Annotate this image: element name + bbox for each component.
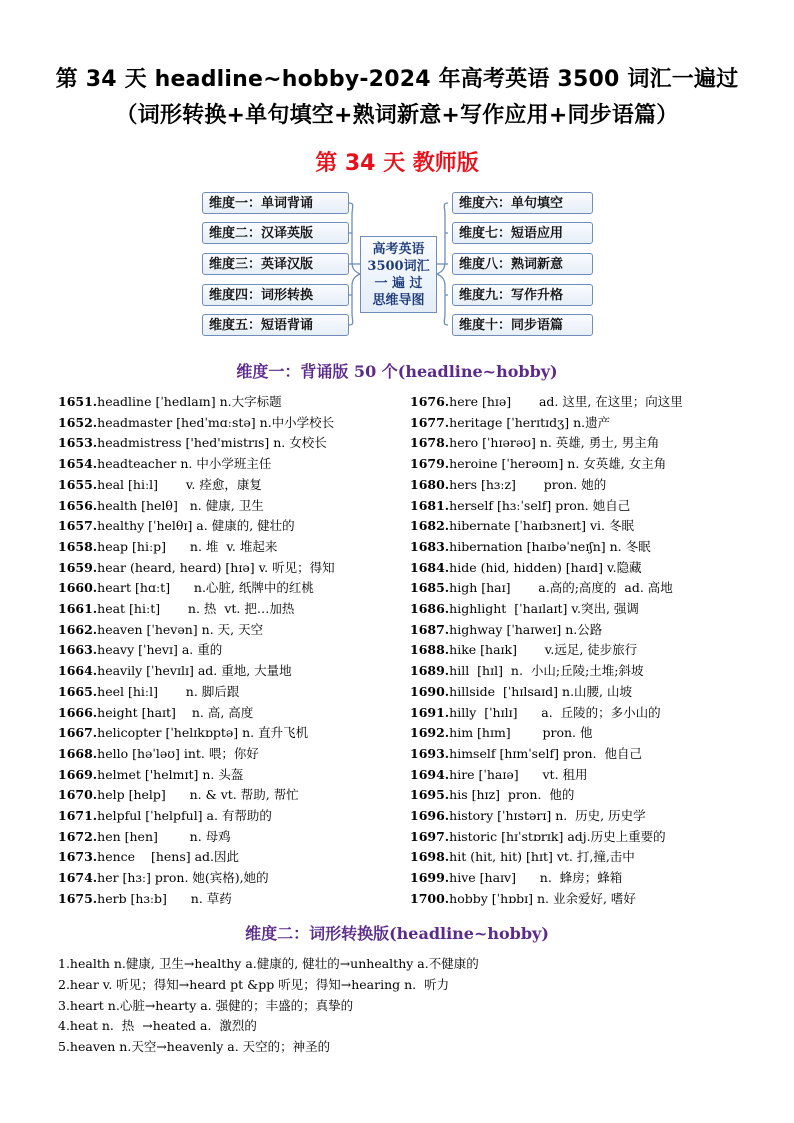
mindmap-left-node: 维度三：英译汉版 (202, 253, 349, 275)
entry-number: 1699. (410, 870, 450, 886)
vocab-entry (58, 516, 335, 537)
entry-number: 1658. (58, 538, 98, 554)
vocab-entry (58, 433, 335, 454)
document-title: 第 34 天 headline~hobby-2024 年高考英语 3500 词汇一遍过（词形转换+单句填空+熟词新意+写作应用+同步语篇） (55, 67, 739, 128)
vocab-entry (58, 806, 335, 827)
entry-text: high [haɪ] a.高的;高度的 ad. 高地 (449, 580, 673, 596)
vocab-entry (410, 661, 683, 682)
vocab-entry (58, 578, 335, 599)
entry-number: 1655. (58, 476, 98, 492)
mindmap-right-node: 维度八：熟词新意 (452, 253, 593, 275)
vocab-entry (410, 640, 683, 661)
word-form-line: 4.heat n. 热 →heated a. 激烈的 (58, 1018, 257, 1034)
entry-number: 1661. (58, 601, 98, 617)
word-form-line: 3.heart n.心脏→hearty a. 强健的；丰盛的；真挚的 (58, 997, 354, 1013)
entry-text: heritage [ˈherɪtɪdʒ] n.遗产 (449, 414, 611, 430)
mindmap-right-node: 维度六：单句填空 (452, 192, 593, 214)
entry-number: 1690. (410, 683, 450, 699)
entry-text: history [ˈhɪstərɪ] n. 历史, 历史学 (449, 808, 646, 824)
entry-text: hibernate [ˈhaɪbɜneɪt] vi. 冬眠 (449, 518, 634, 534)
vocab-entry (410, 578, 683, 599)
entry-text: hero [ˈhɪərəʊ] n. 英雄, 勇士, 男主角 (449, 435, 660, 451)
entry-text: hillside [ˈhɪlsaɪd] n.山腰, 山坡 (449, 683, 633, 699)
vocab-entry (58, 744, 335, 765)
vocab-entry (58, 661, 335, 682)
entry-number: 1692. (410, 725, 450, 741)
entry-number: 1670. (58, 787, 98, 803)
entry-text: hello [həˈləʊ] int. 喂；你好 (97, 745, 259, 761)
mindmap-right-node: 维度十：同步语篇 (452, 314, 593, 336)
entry-text: height [haɪt] n. 高, 高度 (97, 704, 254, 720)
entry-text: heavily [ˈhevɪlɪ] ad. 重地, 大量地 (97, 663, 292, 679)
section-heading-recitation: 维度一：背诵版 50 个(headline~hobby) (236, 362, 558, 381)
vocab-entry (58, 703, 335, 724)
word-form-line: 5.heaven n.天空→heavenly a. 天空的；神圣的 (58, 1039, 331, 1055)
entry-text: him [hɪm] pron. 他 (449, 725, 593, 741)
entry-number: 1657. (58, 518, 98, 534)
entry-text: heal [hiːl] v. 痊愈，康复 (97, 476, 262, 492)
vocab-entry (410, 496, 683, 517)
entry-number: 1688. (410, 642, 450, 658)
mindmap-right-node: 维度九：写作升格 (452, 284, 593, 306)
entry-text: heel [hiːl] n. 脚后跟 (97, 683, 240, 699)
entry-text: hear (heard, heard) [hɪə] v. 听见；得知 (97, 559, 335, 575)
word-form-line: 1.health n.健康, 卫生→healthy a.健康的, 健壮的→unhealthy a.不健康的 (58, 956, 479, 971)
entry-text: hen [hen] n. 母鸡 (97, 828, 231, 844)
vocab-entry (410, 785, 683, 806)
entry-number: 1681. (410, 497, 450, 513)
vocab-entry (410, 765, 683, 786)
entry-number: 1700. (410, 890, 450, 906)
entry-number: 1651. (58, 394, 98, 409)
entry-text: helmet ['helmɪt] n. 头盔 (97, 766, 244, 782)
vocab-entry (410, 392, 683, 413)
vocab-entry (410, 682, 683, 703)
vocab-entry (410, 806, 683, 827)
vocab-entry (58, 847, 335, 868)
entry-text: hike [haɪk] v.远足, 徒步旅行 (449, 642, 638, 658)
vocab-entry (58, 392, 335, 413)
entry-text: highway [ˈhaɪweɪ] n.公路 (449, 621, 603, 637)
vocab-entry (58, 496, 335, 517)
vocab-entry (410, 537, 683, 558)
entry-text: her [hɜː] pron. 她(宾格),她的 (97, 870, 269, 886)
entry-number: 1659. (58, 559, 98, 575)
entry-number: 1654. (58, 456, 98, 472)
entry-number: 1660. (58, 580, 98, 596)
entry-text: his [hɪz] pron. 他的 (449, 787, 575, 803)
entry-text: headmistress ['hed'mistrɪs] n. 女校长 (97, 435, 327, 451)
vocab-entry (58, 413, 335, 434)
vocab-list-left (58, 392, 335, 910)
entry-text: hence [hens] ad.因此 (97, 849, 240, 865)
vocab-entry (410, 413, 683, 434)
entry-text: heat [hiːt] n. 热 vt. 把…加热 (97, 601, 295, 617)
mindmap-center-node: 高考英语 3500词汇 一 遍 过 思维导图 (360, 236, 437, 313)
entry-number: 1665. (58, 683, 98, 699)
vocab-list-right (410, 392, 683, 910)
entry-number: 1693. (410, 745, 450, 761)
entry-number: 1684. (410, 559, 450, 575)
entry-text: herb [hɜːb] n. 草药 (97, 890, 232, 906)
entry-number: 1675. (58, 890, 98, 906)
entry-text: hibernation [haɪbəˈneɪʃn] n. 冬眠 (449, 538, 651, 554)
entry-number: 1676. (410, 394, 450, 409)
mindmap-left-node: 维度四：词形转换 (202, 284, 349, 306)
entry-text: healthy [ˈhelθɪ] a. 健康的, 健壮的 (97, 518, 295, 534)
entry-number: 1678. (410, 435, 450, 451)
vocab-entry (410, 475, 683, 496)
entry-text: heap [hiːp] n. 堆 v. 堆起来 (97, 538, 278, 554)
entry-number: 1668. (58, 745, 98, 761)
entry-number: 1672. (58, 828, 98, 844)
edition-subtitle: 第 34 天 教师版 (315, 151, 479, 176)
entry-number: 1696. (410, 808, 450, 824)
entry-number: 1674. (58, 870, 98, 886)
entry-number: 1667. (58, 725, 98, 741)
vocab-entry (410, 703, 683, 724)
vocab-entry (58, 723, 335, 744)
entry-number: 1677. (410, 414, 450, 430)
entry-text: here [hɪə] ad. 这里, 在这里；向这里 (449, 394, 683, 409)
entry-text: help [help] n. & vt. 帮助, 帮忙 (97, 787, 299, 803)
vocab-entry (58, 475, 335, 496)
entry-number: 1666. (58, 704, 98, 720)
entry-number: 1664. (58, 663, 98, 679)
entry-number: 1653. (58, 435, 98, 451)
vocab-entry (410, 889, 683, 910)
section-heading-word-forms: 维度二：词形转换版(headline~hobby) (245, 924, 549, 943)
vocab-entry (410, 620, 683, 641)
entry-text: health [helθ] n. 健康, 卫生 (97, 497, 264, 513)
vocab-entry (410, 723, 683, 744)
vocab-entry (58, 599, 335, 620)
entry-text: heaven [ˈhevən] n. 天, 天空 (97, 621, 264, 637)
entry-text: hide (hid, hidden) [haɪd] v.隐藏 (449, 559, 642, 575)
entry-number: 1691. (410, 704, 450, 720)
mindmap-left-node: 维度二：汉译英版 (202, 222, 349, 244)
vocab-entry (410, 558, 683, 579)
vocab-entry (410, 827, 683, 848)
entry-text: hilly [ˈhɪlɪ] a. 丘陵的；多小山的 (449, 704, 661, 720)
vocab-entry (58, 537, 335, 558)
vocab-entry (410, 847, 683, 868)
entry-text: heroine [ˈherəʊɪn] n. 女英雄, 女主角 (449, 456, 667, 472)
entry-number: 1663. (58, 642, 98, 658)
vocab-entry (410, 868, 683, 889)
vocab-entry (410, 516, 683, 537)
entry-number: 1679. (410, 456, 450, 472)
entry-number: 1698. (410, 849, 450, 865)
vocab-entry (58, 640, 335, 661)
entry-number: 1680. (410, 476, 450, 492)
vocab-entry (410, 433, 683, 454)
entry-number: 1652. (58, 414, 98, 430)
entry-text: hobby [ˈhɒbɪ] n. 业余爱好, 嗜好 (449, 890, 636, 906)
word-form-line: 2.hear v. 听见；得知→heard pt &pp 听见；得知→hearing n. 听力 (58, 976, 450, 992)
entry-text: highlight [ˈhaɪlaɪt] v.突出, 强调 (449, 601, 639, 617)
entry-text: historic [hɪˈstɒrɪk] adj.历史上重要的 (449, 828, 666, 844)
vocab-entry (58, 889, 335, 910)
vocab-entry (58, 454, 335, 475)
entry-text: hill [hɪl] n. 小山;丘陵;土堆;斜坡 (449, 663, 644, 679)
vocab-entry (58, 827, 335, 848)
entry-text: himself [hɪmˈself] pron. 他自己 (449, 745, 642, 761)
vocab-entry (410, 599, 683, 620)
entry-number: 1683. (410, 538, 450, 554)
entry-number: 1682. (410, 518, 450, 534)
entry-number: 1662. (58, 621, 98, 637)
entry-number: 1656. (58, 497, 98, 513)
vocab-entry (58, 868, 335, 889)
vocab-entry (410, 744, 683, 765)
vocab-entry (58, 558, 335, 579)
entry-number: 1695. (410, 787, 450, 803)
entry-text: hers [hɜːz] pron. 她的 (449, 476, 607, 492)
entry-text: helpful [ˈhelpful] a. 有帮助的 (97, 808, 272, 824)
entry-text: hit (hit, hit) [hɪt] vt. 打,撞,击中 (449, 849, 635, 865)
vocab-entry (58, 785, 335, 806)
vocab-entry (58, 682, 335, 703)
vocab-entry (58, 620, 335, 641)
entry-number: 1694. (410, 766, 450, 782)
entry-text: headteacher n. 中小学班主任 (97, 456, 272, 472)
entry-number: 1687. (410, 621, 450, 637)
entry-text: hire [ˈhaɪə] vt. 租用 (449, 766, 588, 782)
entry-text: hive [haɪv] n. 蜂房；蜂箱 (449, 870, 623, 886)
entry-text: herself [hɜːˈself] pron. 她自己 (449, 497, 631, 513)
vocab-entry (410, 454, 683, 475)
entry-number: 1697. (410, 828, 450, 844)
mindmap-left-node: 维度一：单词背诵 (202, 192, 349, 214)
entry-number: 1673. (58, 849, 98, 865)
entry-number: 1685. (410, 580, 450, 596)
entry-text: headmaster [hedˈmɑːstə] n.中小学校长 (97, 414, 335, 430)
entry-text: heavy [ˈhevɪ] a. 重的 (97, 642, 223, 658)
entry-text: headline [ˈhedlaɪn] n.大字标题 (97, 394, 282, 409)
entry-number: 1671. (58, 808, 98, 824)
mindmap-left-node: 维度五：短语背诵 (202, 314, 349, 336)
entry-text: helicopter [ˈhelɪkɒptə] n. 直升飞机 (97, 725, 309, 741)
entry-number: 1669. (58, 766, 98, 782)
entry-number: 1686. (410, 601, 450, 617)
vocab-entry (58, 765, 335, 786)
mindmap-right-node: 维度七：短语应用 (452, 222, 593, 244)
entry-number: 1689. (410, 663, 450, 679)
entry-text: heart [hɑːt] n.心脏, 纸牌中的红桃 (97, 580, 314, 596)
word-forms-list (58, 954, 479, 1058)
